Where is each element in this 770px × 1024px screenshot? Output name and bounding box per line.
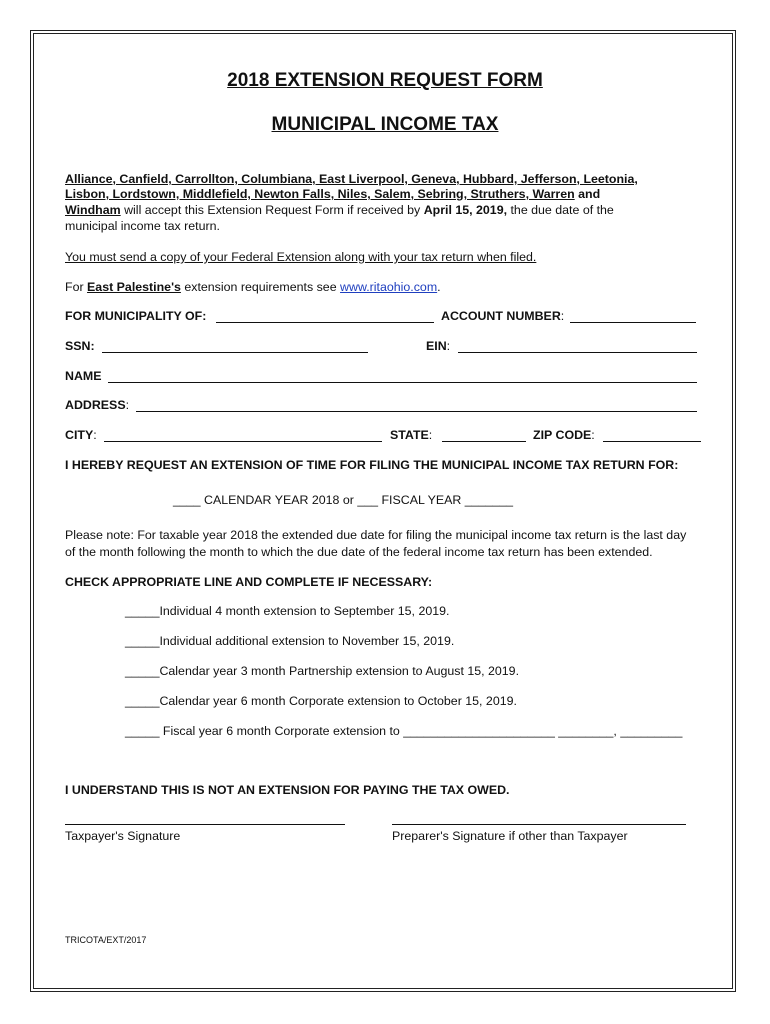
municipality-label: FOR MUNICIPALITY OF: xyxy=(65,309,207,323)
form-code: TRICOTA/EXT/2017 xyxy=(65,935,147,945)
note-line-1: Please note: For taxable year 2018 the extended due date for filing the municipal income tax return is the last day xyxy=(65,528,687,542)
city-label: CITY xyxy=(65,428,94,442)
due-date: April 15, 2019, xyxy=(423,203,508,217)
ssn-field[interactable] xyxy=(102,341,368,353)
zip-label-wrap: ZIP CODE: xyxy=(533,428,595,442)
cities-line-2: Lisbon, Lordstown, Middlefield, Newton Falls, Niles, Salem, Sebring, Struthers, Warren xyxy=(65,187,575,201)
zip-field[interactable] xyxy=(603,430,701,442)
city-field[interactable] xyxy=(104,430,382,442)
taxpayer-signature-line[interactable] xyxy=(65,824,345,825)
taxpayer-signature-label: Taxpayer's Signature xyxy=(65,829,181,843)
palestine-prefix: For xyxy=(65,280,84,294)
address-field[interactable] xyxy=(136,400,697,412)
zip-label: ZIP CODE xyxy=(533,428,592,442)
windham-name: Windham xyxy=(65,203,121,217)
municipality-field[interactable] xyxy=(216,311,434,323)
name-field[interactable] xyxy=(108,371,697,383)
ritaohio-link[interactable]: www.ritaohio.com xyxy=(340,280,438,294)
federal-note: You must send a copy of your Federal Extension along with your tax return when filed. xyxy=(65,250,537,264)
preparer-signature-line[interactable] xyxy=(392,824,686,825)
cities-line-2-wrap xyxy=(65,186,600,202)
palestine-text: extension requirements see xyxy=(184,280,337,294)
cities-line-1: Alliance, Canfield, Carrollton, Columbiana, East Liverpool, Geneva, Hubbard, Jefferson, Leetonia, xyxy=(65,172,638,186)
option-partnership-3-month[interactable]: _____Calendar year 3 month Partnership extension to August 15, 2019. xyxy=(125,664,520,678)
ein-label: EIN xyxy=(426,339,447,353)
accept-line xyxy=(65,202,614,218)
ein-field[interactable] xyxy=(458,341,697,353)
not-payment-extension-notice: I UNDERSTAND THIS IS NOT AN EXTENSION FOR PAYING THE TAX OWED. xyxy=(65,783,510,797)
and-word: and xyxy=(578,187,601,201)
address-label: ADDRESS xyxy=(65,398,126,412)
form-title: 2018 EXTENSION REQUEST FORM xyxy=(227,70,543,91)
option-individual-4-month[interactable]: _____Individual 4 month extension to September 15, 2019. xyxy=(125,604,450,618)
accept-text: will accept this Extension Request Form if received by xyxy=(124,203,421,217)
account-label-wrap: ACCOUNT NUMBER: xyxy=(441,309,565,323)
option-corporate-6-month[interactable]: _____Calendar year 6 month Corporate extension to October 15, 2019. xyxy=(125,694,517,708)
account-field[interactable] xyxy=(570,311,696,323)
accept-text-2: the due date of the xyxy=(510,203,614,217)
ein-label-wrap: EIN: xyxy=(426,339,451,353)
state-field[interactable] xyxy=(442,430,526,442)
ssn-label: SSN: xyxy=(65,339,95,353)
state-label-wrap: STATE: xyxy=(390,428,433,442)
form-subtitle: MUNICIPAL INCOME TAX xyxy=(271,114,499,135)
note-line-2: of the month following the month to which the due date of the federal income tax return has been extended. xyxy=(65,545,653,559)
accept-text-3: municipal income tax return. xyxy=(65,219,220,233)
address-label-wrap: ADDRESS: xyxy=(65,398,130,412)
option-fiscal-corporate[interactable]: _____ Fiscal year 6 month Corporate extension to ______________________ ________, _________ xyxy=(125,724,683,738)
city-label-wrap: CITY: xyxy=(65,428,97,442)
option-individual-additional[interactable]: _____Individual additional extension to November 15, 2019. xyxy=(125,634,455,648)
state-label: STATE xyxy=(390,428,429,442)
request-heading: I HEREBY REQUEST AN EXTENSION OF TIME FOR FILING THE MUNICIPAL INCOME TAX RETURN FOR: xyxy=(65,458,679,472)
palestine-name: East Palestine's xyxy=(87,280,181,294)
name-label: NAME xyxy=(65,369,102,383)
calendar-fiscal-line[interactable]: ____ CALENDAR YEAR 2018 or ___ FISCAL YEAR _______ xyxy=(173,493,514,507)
check-heading: CHECK APPROPRIATE LINE AND COMPLETE IF NECESSARY: xyxy=(65,575,433,589)
preparer-signature-label: Preparer's Signature if other than Taxpayer xyxy=(392,829,628,843)
account-label: ACCOUNT NUMBER xyxy=(441,309,561,323)
palestine-line: For East Palestine's extension requirements see www.ritaohio.com. xyxy=(65,280,441,294)
